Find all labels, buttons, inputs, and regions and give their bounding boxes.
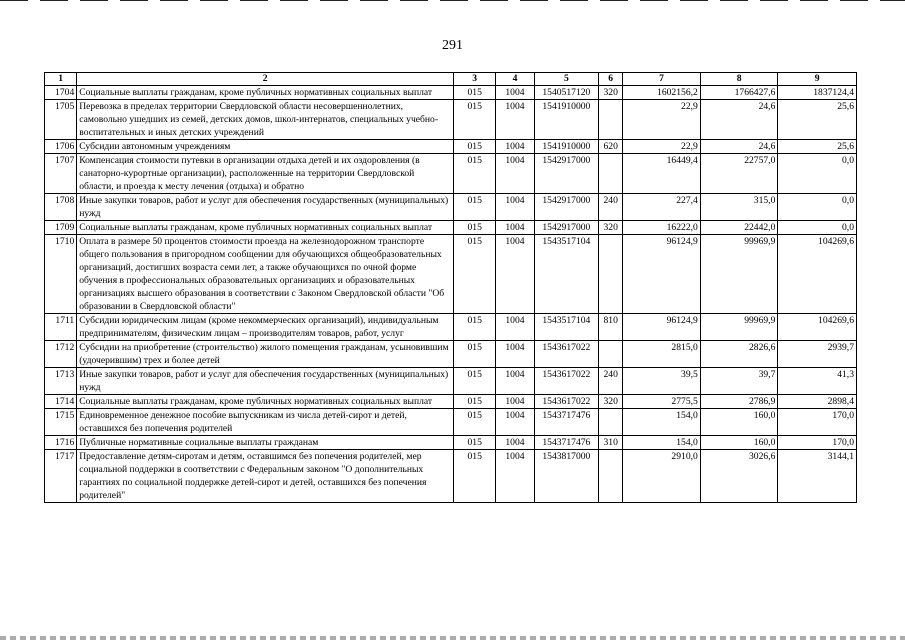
amount-year1-cell: 2775,5 xyxy=(623,395,701,409)
description-cell: Компенсация стоимости путевки в организации отдыха детей и их оздоровления (в санаторно-курортные организации), расположенные на территории Свердловской области, и проезда к месту лечения (отдыха) и обратно xyxy=(77,154,454,194)
expense-type-cell: 240 xyxy=(599,368,623,395)
table-row xyxy=(45,436,857,450)
row-number-cell: 1708 xyxy=(45,194,77,221)
row-number-cell: 1717 xyxy=(45,450,77,503)
amount-year2-cell: 2786,9 xyxy=(700,395,778,409)
expense-type-cell xyxy=(599,409,623,436)
amount-year3-cell: 170,0 xyxy=(778,436,857,450)
description-cell: Единовременное денежное пособие выпускникам из числа детей-сирот и детей, оставшихся без попечения родителей xyxy=(77,409,454,436)
expense-type-cell: 240 xyxy=(599,194,623,221)
row-number-cell: 1707 xyxy=(45,154,77,194)
table-row xyxy=(45,235,857,314)
target-article-cell: 1543517104 xyxy=(534,235,598,314)
amount-year3-cell: 2898,4 xyxy=(778,395,857,409)
amount-year1-cell: 16449,4 xyxy=(623,154,701,194)
amount-year2-cell: 160,0 xyxy=(700,409,778,436)
top-scan-edge xyxy=(0,0,905,3)
amount-year1-cell: 2815,0 xyxy=(623,341,701,368)
section-code-cell: 1004 xyxy=(496,368,534,395)
row-number-cell: 1709 xyxy=(45,221,77,235)
target-article-cell: 1543717476 xyxy=(534,409,598,436)
amount-year3-cell: 0,0 xyxy=(778,194,857,221)
amount-year2-cell: 22442,0 xyxy=(700,221,778,235)
section-code-cell: 1004 xyxy=(496,314,534,341)
expense-type-cell: 320 xyxy=(599,86,623,100)
target-article-cell: 1542917000 xyxy=(534,194,598,221)
amount-year3-cell: 3144,1 xyxy=(778,450,857,503)
amount-year1-cell: 96124,9 xyxy=(623,314,701,341)
section-code-cell: 1004 xyxy=(496,409,534,436)
table-row xyxy=(45,100,857,140)
column-header: 4 xyxy=(496,73,534,86)
row-number-cell: 1714 xyxy=(45,395,77,409)
expense-type-cell: 320 xyxy=(599,395,623,409)
table-body xyxy=(45,86,857,503)
amount-year2-cell: 1766427,6 xyxy=(700,86,778,100)
column-header: 7 xyxy=(623,73,701,86)
amount-year2-cell: 3026,6 xyxy=(700,450,778,503)
expense-type-cell: 620 xyxy=(599,140,623,154)
row-number-cell: 1706 xyxy=(45,140,77,154)
target-article-cell: 1543817000 xyxy=(534,450,598,503)
amount-year3-cell: 104269,6 xyxy=(778,314,857,341)
column-header: 9 xyxy=(778,73,857,86)
section-code-cell: 1004 xyxy=(496,100,534,140)
ministry-code-cell: 015 xyxy=(454,409,496,436)
amount-year2-cell: 99969,9 xyxy=(700,235,778,314)
section-code-cell: 1004 xyxy=(496,341,534,368)
description-cell: Предоставление детям-сиротам и детям, оставшимся без попечения родителей, мер социальной поддержки в соответствии с Федеральным законом "О дополнительных гарантиях по социальной поддержке детей-сирот и детей, оставшихся без попечения родителей" xyxy=(77,450,454,503)
expense-type-cell: 810 xyxy=(599,314,623,341)
section-code-cell: 1004 xyxy=(496,395,534,409)
description-cell: Социальные выплаты гражданам, кроме публичных нормативных социальных выплат xyxy=(77,395,454,409)
table-row xyxy=(45,409,857,436)
section-code-cell: 1004 xyxy=(496,450,534,503)
amount-year2-cell: 24,6 xyxy=(700,140,778,154)
target-article-cell: 1543617022 xyxy=(534,341,598,368)
description-cell: Оплата в размере 50 процентов стоимости проезда на железнодорожном транспорте общего пользования в пригородном сообщении для обучающихся общеобразовательных организаций, достигших возраста семи лет, а также обучающихся по очной форме обучения в профессиональных образовательных организациях и образовательных организациях высшего образования в соответствии с Законом Свердловской области "Об образовании в Свердловской области" xyxy=(77,235,454,314)
amount-year2-cell: 315,0 xyxy=(700,194,778,221)
amount-year2-cell: 2826,6 xyxy=(700,341,778,368)
budget-table xyxy=(44,72,857,503)
description-cell: Иные закупки товаров, работ и услуг для обеспечения государственных (муниципальных) нужд xyxy=(77,368,454,395)
amount-year3-cell: 0,0 xyxy=(778,154,857,194)
amount-year1-cell: 154,0 xyxy=(623,409,701,436)
section-code-cell: 1004 xyxy=(496,221,534,235)
section-code-cell: 1004 xyxy=(496,235,534,314)
target-article-cell: 1540517120 xyxy=(534,86,598,100)
table-row xyxy=(45,140,857,154)
column-header: 1 xyxy=(45,73,77,86)
target-article-cell: 1543517104 xyxy=(534,314,598,341)
ministry-code-cell: 015 xyxy=(454,194,496,221)
section-code-cell: 1004 xyxy=(496,436,534,450)
amount-year3-cell: 25,6 xyxy=(778,140,857,154)
table-row xyxy=(45,86,857,100)
table-row xyxy=(45,341,857,368)
target-article-cell: 1543717476 xyxy=(534,436,598,450)
expense-type-cell xyxy=(599,100,623,140)
table-row xyxy=(45,194,857,221)
row-number-cell: 1705 xyxy=(45,100,77,140)
description-cell: Субсидии на приобретение (строительство) жилого помещения гражданам, усыновившим (удочерившим) трех и более детей xyxy=(77,341,454,368)
expense-type-cell xyxy=(599,450,623,503)
description-cell: Перевозка в пределах территории Свердловской области несовершеннолетних, самовольно ушедших из семей, детских домов, школ-интернатов, специальных учебно-воспитательных и иных детских учреждений xyxy=(77,100,454,140)
ministry-code-cell: 015 xyxy=(454,235,496,314)
ministry-code-cell: 015 xyxy=(454,314,496,341)
row-number-cell: 1715 xyxy=(45,409,77,436)
section-code-cell: 1004 xyxy=(496,86,534,100)
target-article-cell: 1541910000 xyxy=(534,100,598,140)
row-number-cell: 1710 xyxy=(45,235,77,314)
target-article-cell: 1541910000 xyxy=(534,140,598,154)
target-article-cell: 1543617022 xyxy=(534,395,598,409)
description-cell: Иные закупки товаров, работ и услуг для обеспечения государственных (муниципальных) нужд xyxy=(77,194,454,221)
table-row xyxy=(45,450,857,503)
row-number-cell: 1712 xyxy=(45,341,77,368)
amount-year3-cell: 2939,7 xyxy=(778,341,857,368)
ministry-code-cell: 015 xyxy=(454,450,496,503)
section-code-cell: 1004 xyxy=(496,154,534,194)
ministry-code-cell: 015 xyxy=(454,86,496,100)
amount-year2-cell: 22757,0 xyxy=(700,154,778,194)
expense-type-cell xyxy=(599,341,623,368)
amount-year1-cell: 227,4 xyxy=(623,194,701,221)
description-cell: Социальные выплаты гражданам, кроме публичных нормативных социальных выплат xyxy=(77,221,454,235)
table-row xyxy=(45,154,857,194)
description-cell: Социальные выплаты гражданам, кроме публичных нормативных социальных выплат xyxy=(77,86,454,100)
row-number-cell: 1704 xyxy=(45,86,77,100)
table-row xyxy=(45,221,857,235)
amount-year3-cell: 41,3 xyxy=(778,368,857,395)
bottom-scan-edge xyxy=(0,636,905,640)
amount-year1-cell: 39,5 xyxy=(623,368,701,395)
target-article-cell: 1543617022 xyxy=(534,368,598,395)
section-code-cell: 1004 xyxy=(496,194,534,221)
page-number: 291 xyxy=(442,38,463,53)
amount-year1-cell: 1602156,2 xyxy=(623,86,701,100)
column-header: 6 xyxy=(599,73,623,86)
amount-year3-cell: 170,0 xyxy=(778,409,857,436)
expense-type-cell xyxy=(599,154,623,194)
row-number-cell: 1713 xyxy=(45,368,77,395)
column-header: 2 xyxy=(77,73,454,86)
amount-year1-cell: 22,9 xyxy=(623,140,701,154)
amount-year2-cell: 160,0 xyxy=(700,436,778,450)
table-row xyxy=(45,368,857,395)
amount-year3-cell: 104269,6 xyxy=(778,235,857,314)
target-article-cell: 1542917000 xyxy=(534,221,598,235)
expense-type-cell: 320 xyxy=(599,221,623,235)
description-cell: Субсидии автономным учреждениям xyxy=(77,140,454,154)
description-cell: Публичные нормативные социальные выплаты гражданам xyxy=(77,436,454,450)
expense-type-cell: 310 xyxy=(599,436,623,450)
amount-year3-cell: 25,6 xyxy=(778,100,857,140)
table-row xyxy=(45,314,857,341)
column-header: 5 xyxy=(534,73,598,86)
ministry-code-cell: 015 xyxy=(454,395,496,409)
amount-year3-cell: 1837124,4 xyxy=(778,86,857,100)
amount-year1-cell: 96124,9 xyxy=(623,235,701,314)
amount-year1-cell: 154,0 xyxy=(623,436,701,450)
amount-year2-cell: 99969,9 xyxy=(700,314,778,341)
description-cell: Субсидии юридическим лицам (кроме некоммерческих организаций), индивидуальным предпринимателям, физическим лицам – производителям товаров, работ, услуг xyxy=(77,314,454,341)
column-header: 3 xyxy=(454,73,496,86)
ministry-code-cell: 015 xyxy=(454,368,496,395)
amount-year1-cell: 2910,0 xyxy=(623,450,701,503)
ministry-code-cell: 015 xyxy=(454,100,496,140)
amount-year2-cell: 24,6 xyxy=(700,100,778,140)
amount-year1-cell: 16222,0 xyxy=(623,221,701,235)
ministry-code-cell: 015 xyxy=(454,154,496,194)
ministry-code-cell: 015 xyxy=(454,140,496,154)
ministry-code-cell: 015 xyxy=(454,436,496,450)
row-number-cell: 1711 xyxy=(45,314,77,341)
ministry-code-cell: 015 xyxy=(454,221,496,235)
section-code-cell: 1004 xyxy=(496,140,534,154)
amount-year2-cell: 39,7 xyxy=(700,368,778,395)
target-article-cell: 1542917000 xyxy=(534,154,598,194)
expense-type-cell xyxy=(599,235,623,314)
table-header-row xyxy=(45,73,857,86)
column-header: 8 xyxy=(700,73,778,86)
row-number-cell: 1716 xyxy=(45,436,77,450)
table-row xyxy=(45,395,857,409)
amount-year3-cell: 0,0 xyxy=(778,221,857,235)
ministry-code-cell: 015 xyxy=(454,341,496,368)
amount-year1-cell: 22,9 xyxy=(623,100,701,140)
